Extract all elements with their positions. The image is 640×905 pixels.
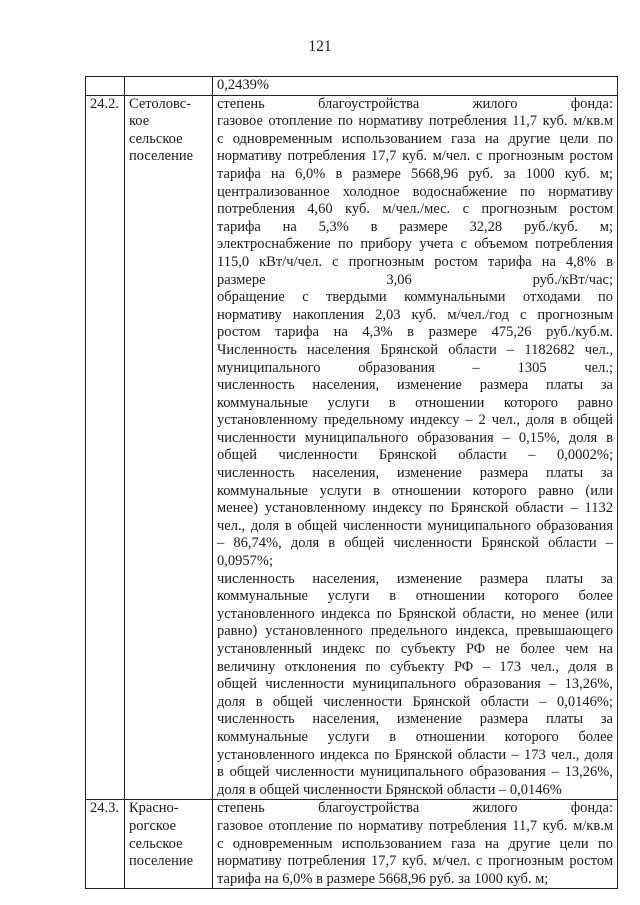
page-number: 121 [308,38,332,55]
indicator-text-line: – 86,74%, доля в общей численности Брянской области – [217,535,613,552]
settlement-name-line: кое [129,113,150,130]
settlement-name [125,800,213,889]
indicator-text-line: величину отклонения по субъекту РФ – 173 чел., доля в [217,658,613,675]
indicator-text-line: нормативу потребления 17,7 куб. м/чел. с прогнозным ростом [217,148,613,165]
settlement-name [125,77,213,96]
indicator-text-line: коммунальные услуги в отношении которого более [217,728,613,745]
settlement-name-line: сельское [129,130,183,147]
indicator-text-line: доля в общей численности Брянской области – 0,0146% [217,781,562,798]
indicator-text-line: общей численности Брянской области – 0,0002%; [217,447,613,464]
indicator-text-line: коммунальные услуги в отношении которого равно (или [217,482,613,499]
indicator-text-line: численность населения, изменение размера платы за [217,465,613,482]
indicator-text [213,77,618,96]
indicator-text-line: доля в общей численности Брянской области – 0,0146%; [217,693,613,710]
table-row [86,95,618,800]
settlement-name-line: сельское [129,835,183,852]
indicator-text-line: установленного индекса по Брянской области – 173 чел., доля [217,746,613,763]
indicator-text-line: в общей численности муниципального образования – 13,26%, [217,764,613,781]
row-number: 24.3. [86,800,125,889]
indicator-text [213,95,618,800]
settlement-name-line: поселение [129,853,194,870]
indicator-text-line: чел., доля в общей численности муниципального образования [217,517,613,534]
indicator-text-line: ростом тарифа на 4,3% в размере 475,26 руб./куб.м. [217,324,613,341]
indicator-text-line: тарифа на 6,0% в размере 5668,96 руб. за 1000 куб. м; [217,870,549,887]
indicator-text-line: 0,0957%; [217,553,273,570]
indicator-text-line: централизованное холодное водоснабжение по нормативу [217,183,613,200]
indicator-text-line: численности муниципального образования – 0,15%, доля в [217,429,613,446]
indicator-text-line: размере 3,06 руб./кВт/час; [217,271,613,288]
indicator-text-line: равно) установленного предельного индекса, превышающего [217,623,613,640]
table-row [86,77,618,96]
indicator-text-line: тарифа на 5,3% в размере 32,28 руб./куб. м; [217,218,613,235]
indicator-text-line: с одновременным использованием газа на другие цели по [217,130,613,147]
indicator-text-line: нормативу накопления 2,03 куб. м/чел./год с прогнозным [217,306,613,323]
indicator-text-line: с одновременным использованием газа на другие цели по [217,835,613,852]
indicator-text-line: электроснабжение по прибору учета с объемом потребления [217,236,613,253]
indicator-text-line: Численность населения Брянской области – 1182682 чел., [217,341,613,358]
table-row [86,800,618,889]
indicator-text-line: 0,2439% [217,77,269,93]
indicator-text-line: обращение с твердыми коммунальными отходами по [217,289,613,306]
indicator-text-line: газовое отопление по нормативу потребления 11,7 куб. м/кв.м [217,113,613,130]
indicator-text-line: степень благоустройства жилого фонда: [217,800,613,817]
indicator-text-line: газовое отопление по нормативу потребления 11,7 куб. м/кв.м [217,817,613,834]
indicator-text-line: численность населения, изменение размера платы за [217,570,613,587]
settlement-name-line: Сетоловс- [129,95,192,112]
indicator-text-line: численность населения, изменение размера платы за [217,711,613,728]
indicator-text-line: установленного индекса по Брянской области, но менее (или [217,605,613,622]
indicator-text-line: 115,0 кВт/ч/чел. с прогнозным ростом тарифа на 4,8% в [217,253,613,270]
indicator-text [213,800,618,889]
indicator-text-line: муниципального образования – 1305 чел.; [217,359,613,376]
settlement-name-line: Красно- [129,800,179,817]
row-number: 24.2. [86,95,125,800]
indicator-text-line: коммунальные услуги в отношении которого равно [217,394,613,411]
settlement-name-line: поселение [129,148,194,165]
settlement-name [125,95,213,800]
indicator-text-line: установленному предельному индексу – 2 чел., доля в общей [217,412,613,429]
indicator-text-line: нормативу потребления 17,7 куб. м/чел. с прогнозным ростом [217,853,613,870]
indicator-text-line: степень благоустройства жилого фонда: [217,95,613,112]
indicator-text-line: менее) установленному индексу по Брянской области – 1132 [217,500,613,517]
settlement-name-line: рогское [129,817,177,834]
municipal-data-table [85,76,618,889]
indicator-text-line: коммунальные услуги в отношении которого более [217,588,613,605]
indicator-text-line: численность населения, изменение размера платы за [217,377,613,394]
indicator-text-line: потребления 4,60 куб. м/чел./мес. с прогнозным ростом [217,201,613,218]
row-number [86,77,125,96]
indicator-text-line: общей численности муниципального образования – 13,26%, [217,676,613,693]
indicator-text-line: тарифа на 6,0% в размере 5668,96 руб. за 1000 куб. м; [217,165,613,182]
indicator-text-line: установленный индекс по субъекту РФ не более чем на [217,641,613,657]
table-body [86,77,618,889]
